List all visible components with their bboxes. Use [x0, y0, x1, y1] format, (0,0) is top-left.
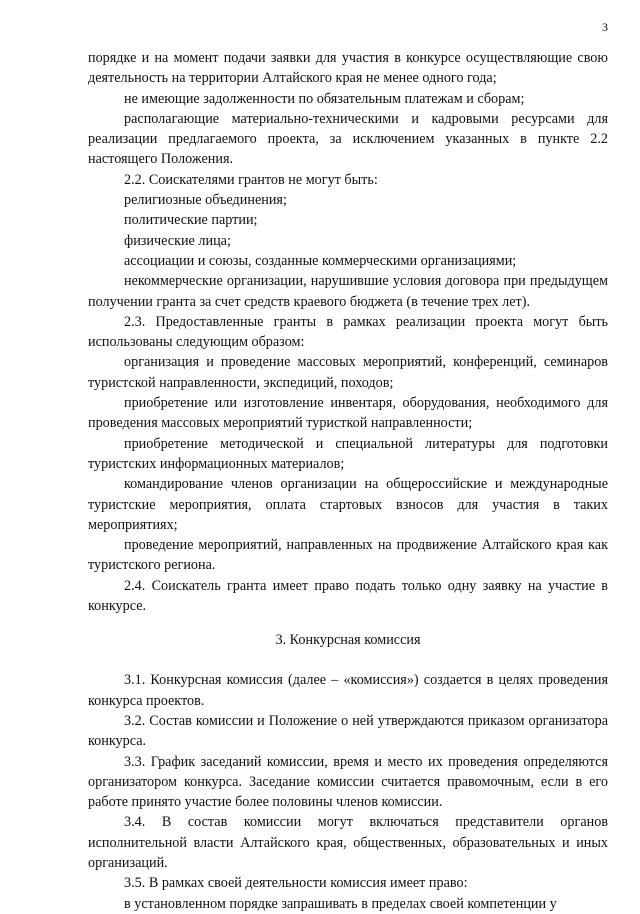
document-body: [88, 48, 608, 914]
paragraph: располагающие материально-техническими и кадровыми ресурсами для реализации предлагаемого проекта, за исключением указанных в пункте 2.2 настоящего Положения.: [88, 110, 608, 168]
paragraph: религиозные объединения;: [124, 192, 287, 209]
paragraph: 3.1. Конкурсная комиссия (далее – «комиссия») создается в целях проведения конкурса проектов.: [88, 672, 608, 709]
page-number: 3: [602, 20, 608, 34]
paragraph: организация и проведение массовых мероприятий, конференций, семинаров туристской направленности, экспедиций, походов;: [88, 354, 608, 391]
paragraph: приобретение или изготовление инвентаря, оборудования, необходимого для проведения массовых мероприятий туристкой направленности;: [88, 395, 608, 432]
paragraph: 3.5. В рамках своей деятельности комиссия имеет право:: [124, 875, 468, 892]
section-2-continuation: [88, 48, 608, 616]
paragraph: 2.3. Предоставленные гранты в рамках реализации проекта могут быть использованы следующим образом:: [88, 313, 608, 351]
paragraph: некоммерческие организации, нарушившие условия договора при предыдущем получении гранта за счет средств краевого бюджета (в течение трех лет).: [88, 273, 608, 310]
paragraph: порядке и на момент подачи заявки для участия в конкурсе осуществляющие свою деятельность на территории Алтайского края не менее одного года;: [88, 50, 608, 87]
paragraph: командирование членов организации на общероссийские и международные туристские мероприятия, оплата стартовых взносов для участия в таких мероприятиях;: [88, 476, 608, 533]
section-heading: 3. Конкурсная комиссия: [275, 632, 421, 649]
paragraph: физические лица;: [124, 232, 231, 249]
paragraph: ассоциации и союзы, созданные коммерческими организациями;: [124, 252, 517, 269]
paragraph: в установленном порядке запрашивать в пределах своей компетенции у: [124, 895, 557, 912]
section-3-body: [88, 670, 608, 914]
paragraph: 3.4. В состав комиссии могут включаться представители органов исполнительной власти Алтайского края, общественных, образовательных и иных организаций.: [88, 814, 608, 871]
paragraph: не имеющие задолженности по обязательным платежам и сборам;: [124, 90, 525, 107]
paragraph: политические партии;: [124, 212, 258, 229]
paragraph: 3.2. Состав комиссии и Положение о ней утверждаются приказом организатора конкурса.: [88, 712, 608, 750]
paragraph: проведение мероприятий, направленных на продвижение Алтайского края как туристского региона.: [88, 537, 608, 574]
paragraph: 2.4. Соискатель гранта имеет право подать только одну заявку на участие в конкурсе.: [88, 577, 608, 615]
paragraph: 2.2. Соискателями грантов не могут быть:: [124, 171, 378, 188]
paragraph: 3.3. График заседаний комиссии, время и место их проведения определяются организатором конкурса. Заседание комиссии считается правомочным, если в его работе принято участие более половины членов комиссии.: [88, 753, 608, 811]
paragraph: приобретение методической и специальной литературы для подготовки туристских информационных материалов;: [88, 435, 608, 472]
